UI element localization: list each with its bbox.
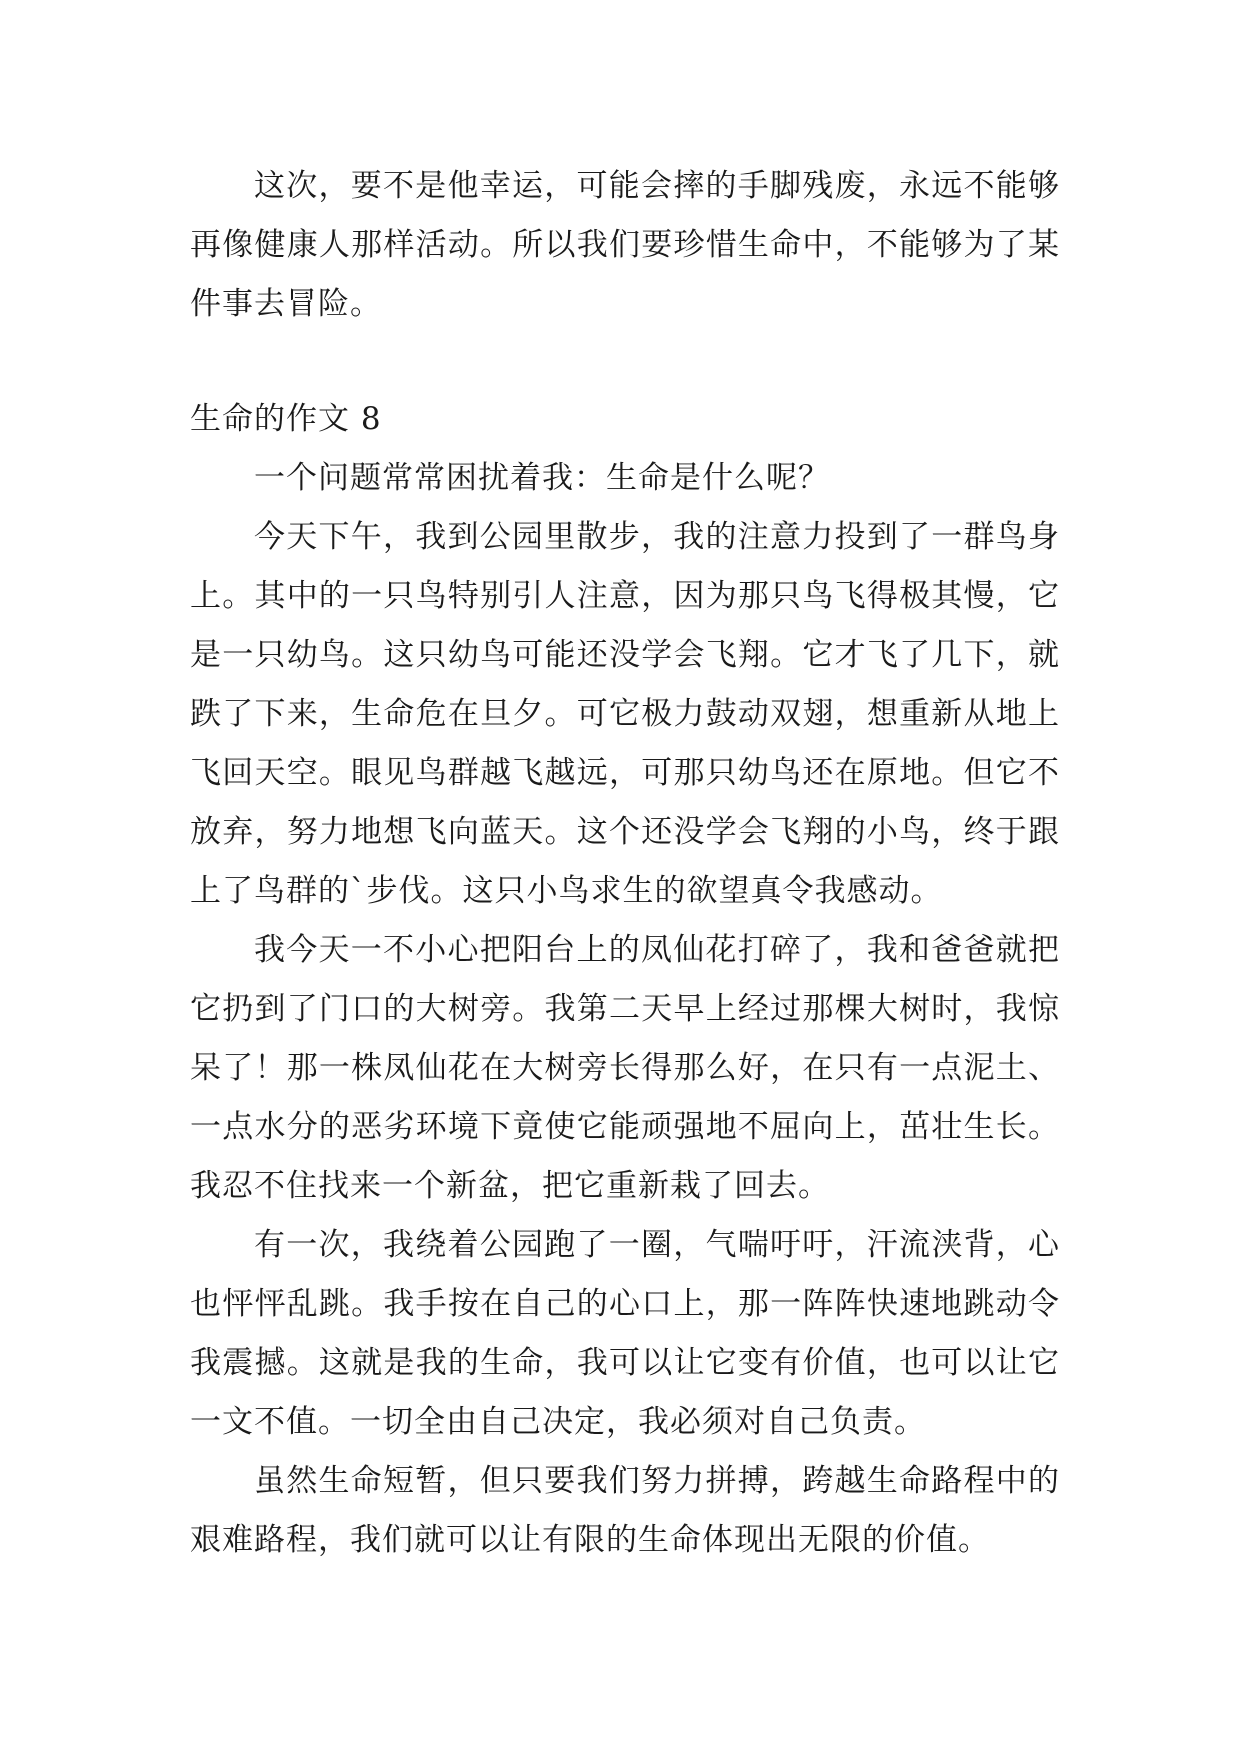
previous-essay-ending	[190, 157, 1060, 334]
essay-section	[190, 390, 1060, 1570]
paragraph: 一个问题常常困扰着我：生命是什么呢？	[254, 460, 830, 496]
paragraph: 今天下午，我到公园里散步，我的注意力投到了一群鸟身上。其中的一只鸟特别引人注意，因为那只鸟飞得极其慢，它是一只幼鸟。这只幼鸟可能还没学会飞翔。它才飞了几下，就跌了下来，生命危在旦夕。可它极力鼓动双翅，想重新从地上飞回天空。眼见鸟群越飞越远，可那只幼鸟还在原地。但它不放弃，努力地想飞向蓝天。这个还没学会飞翔的小鸟，终于跟上了鸟群的`步伐。这只小鸟求生的欲望真令我感动。	[190, 519, 1060, 909]
paragraph: 我今天一不小心把阳台上的凤仙花打碎了，我和爸爸就把它扔到了门口的大树旁。我第二天早上经过那棵大树时，我惊呆了！那一株凤仙花在大树旁长得那么好，在只有一点泥土、一点水分的恶劣环境下竟使它能顽强地不屈向上，茁壮生长。我忍不住找来一个新盆，把它重新栽了回去。	[190, 932, 1060, 1204]
essay-title: 生命的作文 8	[190, 401, 382, 437]
paragraph: 虽然生命短暂，但只要我们努力拼搏，跨越生命路程中的艰难路程，我们就可以让有限的生命体现出无限的价值。	[190, 1463, 1060, 1558]
paragraph: 有一次，我绕着公园跑了一圈，气喘吁吁，汗流浃背，心也怦怦乱跳。我手按在自己的心口上，那一阵阵快速地跳动令我震撼。这就是我的生命，我可以让它变有价值，也可以让它一文不值。一切全由自己决定，我必须对自己负责。	[190, 1227, 1060, 1440]
paragraph: 这次，要不是他幸运，可能会摔的手脚残废，永远不能够再像健康人那样活动。所以我们要珍惜生命中，不能够为了某件事去冒险。	[190, 168, 1060, 322]
